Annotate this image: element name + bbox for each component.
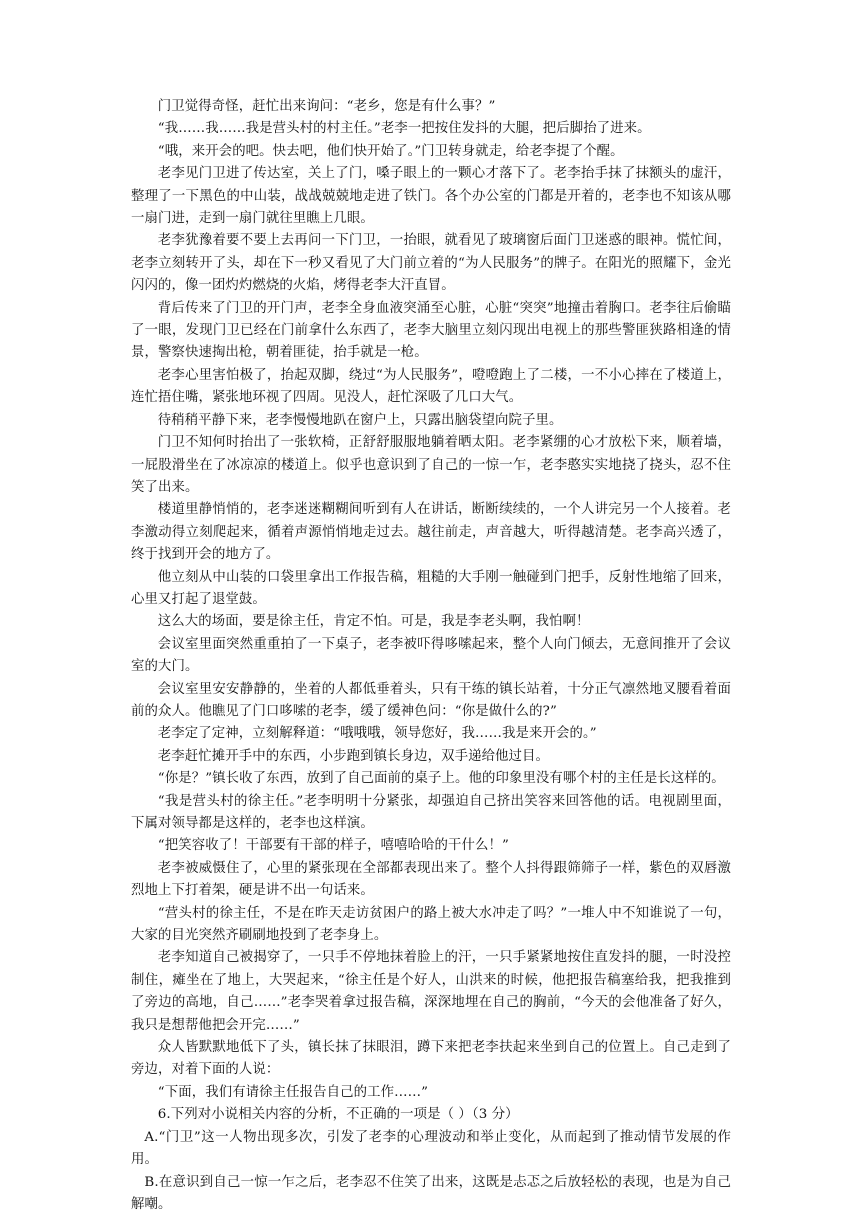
paragraph: “把笑容收了！干部要有干部的样子，嘻嘻哈哈的干什么！” [157, 838, 509, 854]
paragraph: “哦，来开会的吧。快去吧，他们快开始了。”门卫转身就走，给老李提了个醒。 [157, 143, 624, 159]
paragraph: 众人皆默默地低下了头，镇长抹了抹眼泪，蹲下来把老李扶起来坐到自己的位置上。自己走到了旁边，对着下面的人说： [131, 1040, 731, 1078]
paragraph: 楼道里静悄悄的，老李迷迷糊糊间听到有人在讲话，断断续续的，一个人讲完另一个人接着。老李激动得立刻爬起来，循着声源悄悄地走过去。越往前走，声音越大，听得越清楚。老李高兴透了，终于找到开会的地方了。 [131, 502, 731, 563]
question-stem: 6.下列对小说相关内容的分析，不正确的一项是（ ）（3 分） [157, 1107, 519, 1123]
paragraph: 老李被威慑住了，心里的紧张现在全部都表现出来了。整个人抖得跟筛筛子一样，紫色的双唇激烈地上下打着架，硬是讲不出一句话来。 [131, 860, 731, 899]
option-a: A.“门卫”这一人物出现多次，引发了老李的心理波动和举止变化，从而起到了推动情节发展的作用。 [131, 1129, 731, 1168]
paragraph: 老李知道自己被揭穿了，一只手不停地抹着脸上的汗，一只手紧紧地按住直发抖的腿，一时没控制住，瘫坐在了地上，大哭起来，“徐主任是个好人，山洪来的时候，他把报告稿塞给我，把我推到了旁边的高地，自己……”老李哭着拿过报告稿，深深地埋在自己的胸前，“今天的会他准备了好久，我只是想帮他把会开完……” [131, 950, 731, 1033]
paragraph: 待稍稍平静下来，老李慢慢地趴在窗户上，只露出脑袋望向院子里。 [157, 412, 563, 428]
paragraph: 老李定了定神，立刻解释道：“哦哦哦，领导您好，我……我是来开会的。” [157, 726, 597, 742]
paragraph: 这么大的场面，要是徐主任，肯定不怕。可是，我是李老头啊，我怕啊！ [157, 614, 590, 630]
paragraph: 他立刻从中山装的口袋里拿出工作报告稿，粗糙的大手刚一触碰到门把手，反射性地缩了回来，心里又打起了退堂鼓。 [131, 569, 731, 607]
paragraph: 老李见门卫进了传达室，关上了门，嗓子眼上的一颗心才落下了。老李抬手抹了抹额头的虚汗，整理了一下黑色的中山装，战战兢兢地走进了铁门。各个办公室的门都是开着的，老李也不知该从哪一扇门进，走到一扇门就往里瞧上几眼。 [131, 166, 731, 227]
paragraph: “我是营头村的徐主任。”老李明明十分紧张，却强迫自己挤出笑容来回答他的话。电视剧里面，下属对领导都是这样的，老李也这样演。 [131, 793, 731, 831]
paragraph: 老李犹豫着要不要上去再问一下门卫，一抬眼，就看见了玻璃窗后面门卫迷惑的眼神。慌忙间，老李立刻转开了头，却在下一秒又看见了大门前立着的“为人民服务”的牌子。在阳光的照耀下，金光闪闪的，像一团灼灼燃烧的火焰，烤得老李大汗直冒。 [131, 233, 731, 294]
paragraph: 会议室里安安静静的，坐着的人都低垂着头，只有干练的镇长站着，十分正气凛然地叉腰看着面前的众人。他瞧见了门口哆嗦的老李，缓了缓神色问：“你是做什么的?” [131, 681, 731, 719]
paragraph: “下面，我们有请徐主任报告自己的工作……” [157, 1084, 429, 1100]
paragraph: 会议室里面突然重重拍了一下桌子，老李被吓得哆嗦起来，整个人向门倾去，无意间推开了会议室的大门。 [131, 636, 731, 675]
paragraph: “我……我……我是营头村的村主任。”老李一把按住发抖的大腿，把后脚抬了进来。 [157, 121, 651, 137]
paragraph: “营头村的徐主任，不是在昨天走访贫困户的路上被大水冲走了吗？”一堆人中不知谁说了一句，大家的目光突然齐刷刷地投到了老李身上。 [131, 905, 731, 944]
document-page [131, 96, 731, 1216]
paragraph: “你是？”镇长收了东西，放到了自己面前的桌子上。他的印象里没有哪个村的主任是长这样的。 [157, 771, 725, 787]
paragraph: 老李心里害怕极了，抬起双脚，绕过“为人民服务”，噔噔跑上了二楼，一不小心摔在了楼道上，连忙捂住嘴，紧张地环视了四周。见没人，赶忙深吸了几口大气。 [131, 367, 731, 406]
paragraph: 门卫不知何时抬出了一张软椅，正舒舒服服地躺着晒太阳。老李紧绷的心才放松下来，顺着墙，一屁股滑坐在了冰凉凉的楼道上。似乎也意识到了自己的一惊一乍，老李憨实实地挠了挠头，忍不住笑了出来。 [131, 435, 731, 495]
paragraph: 门卫觉得奇怪，赶忙出来询问：“老乡，您是有什么事？” [157, 99, 496, 114]
paragraph: 老李赶忙摊开手中的东西，小步跑到镇长身边，双手递给他过目。 [157, 748, 550, 764]
option-b: B.在意识到自己一惊一乍之后，老李忍不住笑了出来，这既是忐忑之后放轻松的表现，也是为自己解嘲。 [131, 1174, 731, 1212]
paragraph: 背后传来了门卫的开门声，老李全身血液突涌至心脏，心脏“突突”地撞击着胸口。老李往后偷瞄了一眼，发现门卫已经在门前拿什么东西了，老李大脑里立刻闪现出电视上的那些警匪狭路相逢的情景，警察快速掏出枪，朝着匪徒，抬手就是一枪。 [131, 300, 731, 361]
